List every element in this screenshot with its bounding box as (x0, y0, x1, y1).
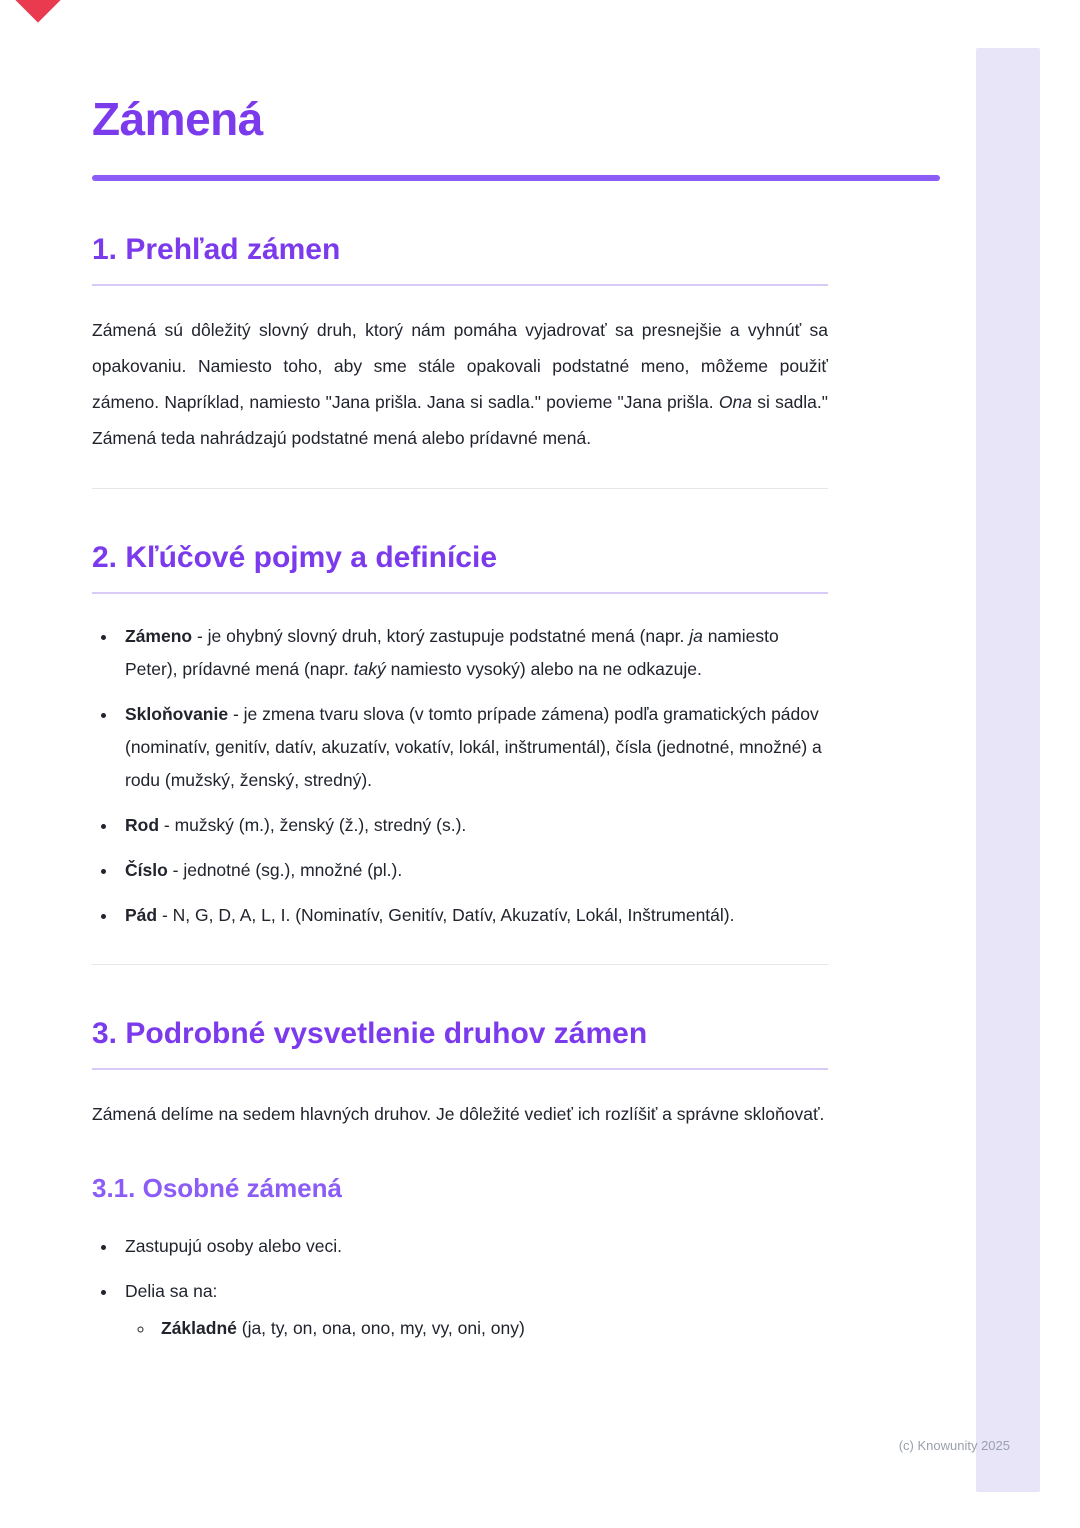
section-overview (92, 231, 828, 456)
list-item-text: Delia sa na: (125, 1280, 218, 1301)
section-divider (92, 964, 828, 965)
paragraph-text: si sadla." Zámená teda nahrádzajú podstatné mená alebo prídavné mená. (92, 391, 828, 448)
section-2-heading: 2. Kľúčové pojmy a definície (92, 539, 828, 594)
list-item (118, 1275, 828, 1345)
list-item (118, 620, 828, 686)
term-definition: - jednotné (sg.), množné (pl.). (167, 859, 403, 880)
term-label: Skloňovanie (125, 703, 229, 724)
section-3-heading: 3. Podrobné vysvetlenie druhov zámen (92, 1015, 828, 1070)
definition-list (92, 620, 828, 932)
section-key-terms (92, 539, 828, 932)
paragraph-italic-word: Ona (718, 391, 752, 412)
term-example-italic: taký (353, 658, 386, 679)
list-item (118, 899, 828, 932)
term-definition: namiesto Peter), prídavné mená (napr. (125, 625, 779, 679)
section-1-paragraph (92, 312, 828, 456)
subsection-3-1-heading: 3.1. Osobné zámená (92, 1172, 342, 1203)
sub-list-item (155, 1312, 828, 1345)
section-pronoun-types (92, 1015, 828, 1345)
section-3-paragraph: Zámená delíme na sedem hlavných druhov. Je dôležité vedieť ich rozlíšiť a správne skloňovať. (92, 1103, 825, 1124)
list-item (118, 809, 828, 842)
title-divider (92, 175, 940, 181)
paragraph-text: Zámená sú dôležitý slovný druh, ktorý nám pomáha vyjadrovať sa presnejšie a vyhnúť sa opakovaniu. Namiesto toho, aby sme stále opakovali podstatné meno, môžeme použiť zámeno. Napríklad, namiesto "Jana prišla. Jana si sadla." povieme "Jana prišla. (92, 319, 828, 412)
term-definition: - je ohybný slovný druh, ktorý zastupuje podstatné mená (napr. (192, 625, 690, 646)
term-label: Základné (161, 1317, 237, 1338)
term-definition: (ja, ty, on, ona, ono, my, vy, oni, ony) (236, 1317, 525, 1338)
term-label: Pád (125, 904, 158, 925)
section-divider (92, 488, 828, 489)
term-label: Zámeno (125, 625, 193, 646)
list-item: • Zastupujú osoby alebo veci. (118, 1230, 828, 1263)
right-side-strip (976, 48, 1040, 1492)
term-definition: - mužský (m.), ženský (ž.), stredný (s.). (159, 814, 467, 835)
copyright-footer: (c) Knowunity 2025 (898, 1438, 1010, 1453)
term-example-italic: ja (689, 625, 703, 646)
sub-list (125, 1312, 828, 1345)
term-definition: - N, G, D, A, L, I. (Nominatív, Genitív, Datív, Akuzatív, Lokál, Inštrumentál). (157, 904, 735, 925)
term-label: Rod (125, 814, 160, 835)
term-label: Číslo (125, 859, 168, 880)
list-item (118, 854, 828, 887)
term-definition: - je zmena tvaru slova (v tomto prípade zámena) podľa gramatických pádov (nominatív, genitív, datív, akuzatív, vokatív, lokál, inštrumentál), čísla (jednotné, množné) a rodu (mužský, ženský, stredný). (125, 703, 822, 790)
page-title: Zámená (92, 93, 263, 145)
personal-pronouns-list (92, 1230, 828, 1345)
section-1-heading: 1. Prehľad zámen (92, 231, 828, 286)
term-definition: namiesto vysoký) alebo na ne odkazuje. (385, 658, 702, 679)
list-item (118, 698, 828, 797)
